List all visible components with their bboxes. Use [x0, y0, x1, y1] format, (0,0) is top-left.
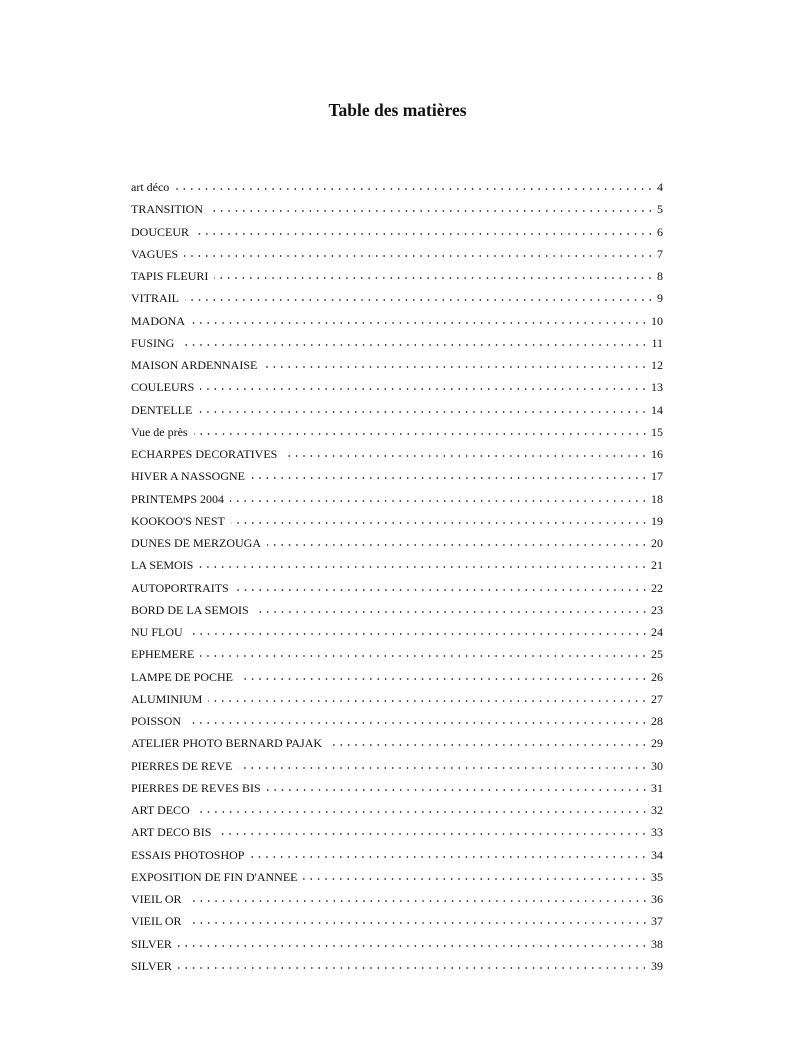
dot-leader	[187, 712, 648, 726]
toc-entry[interactable]	[131, 711, 663, 733]
toc-entry[interactable]	[131, 199, 663, 221]
dot-leader	[178, 935, 648, 949]
toc-entry-label: VAGUES	[131, 246, 179, 261]
toc-entry[interactable]	[131, 444, 663, 466]
toc-entry-page-number: 28	[651, 714, 663, 728]
toc-entry[interactable]	[131, 244, 663, 266]
toc-entry-label: ALUMINIUM	[131, 691, 203, 706]
toc-entry[interactable]	[131, 400, 663, 422]
toc-entry-label: FUSING	[131, 335, 175, 350]
toc-entry[interactable]	[131, 800, 663, 822]
toc-entry-page-number: 35	[651, 869, 663, 884]
dot-leader	[188, 912, 648, 926]
toc-entry[interactable]	[131, 422, 663, 444]
dot-leader	[214, 267, 654, 281]
toc-entry-page-number: 36	[651, 892, 663, 906]
toc-entry-label: MADONA	[131, 313, 185, 328]
dot-leader	[251, 467, 648, 481]
toc-entry[interactable]	[131, 911, 663, 933]
toc-entry-label: art déco	[131, 180, 170, 194]
toc-entry-page-number: 9	[657, 291, 663, 306]
toc-entry[interactable]	[131, 667, 663, 689]
toc-entry-page-number: 34	[651, 847, 663, 862]
toc-entry-page-number: 24	[651, 625, 663, 639]
toc-entry-page-number: 39	[651, 958, 663, 973]
toc-entry[interactable]	[131, 511, 663, 533]
dot-leader	[180, 334, 648, 348]
toc-entry-label: MAISON ARDENNAISE	[131, 358, 258, 372]
toc-entry-page-number: 5	[657, 202, 663, 217]
toc-entry[interactable]	[131, 956, 663, 978]
toc-entry-label: EPHEMERE	[131, 647, 195, 662]
toc-entry-label: ESSAIS PHOTOSHOP	[131, 847, 245, 862]
toc-entry-label: PRINTEMPS 2004	[131, 491, 225, 506]
toc-entry-label: ECHARPES DECORATIVES	[131, 447, 278, 461]
dot-leader	[235, 579, 648, 593]
toc-entry-page-number: 37	[651, 914, 663, 929]
dot-leader	[184, 245, 654, 259]
toc-entry-page-number: 19	[651, 513, 663, 528]
dot-leader	[328, 734, 648, 748]
toc-entry[interactable]	[131, 733, 663, 755]
toc-entry[interactable]	[131, 622, 663, 644]
toc-entry[interactable]	[131, 266, 663, 288]
toc-entry-label: EXPOSITION DE FIN D'ANNEE	[131, 869, 298, 884]
dot-leader	[200, 378, 648, 392]
toc-entry-page-number: 15	[651, 424, 663, 439]
dot-leader	[239, 668, 648, 682]
dot-leader	[231, 512, 648, 526]
toc-entry[interactable]	[131, 355, 663, 377]
toc-entry-page-number: 33	[651, 825, 663, 840]
toc-entry-page-number: 25	[651, 647, 663, 662]
dot-leader	[238, 757, 648, 771]
toc-entry[interactable]	[131, 644, 663, 666]
toc-entry[interactable]	[131, 288, 663, 310]
dot-leader	[217, 823, 648, 837]
toc-entry[interactable]	[131, 533, 663, 555]
toc-entry[interactable]	[131, 489, 663, 511]
toc-entry-page-number: 18	[651, 491, 663, 506]
toc-entry-label: ART DECO	[131, 803, 190, 817]
toc-entry-page-number: 30	[651, 758, 663, 773]
toc-entry-label: AUTOPORTRAITS	[131, 580, 229, 595]
toc-entry-page-number: 21	[651, 558, 663, 573]
dot-leader	[267, 779, 648, 793]
toc-entry[interactable]	[131, 845, 663, 867]
toc-entry[interactable]	[131, 555, 663, 577]
toc-entry-label: Vue de près	[131, 424, 188, 439]
dot-leader	[198, 401, 648, 415]
toc-entry-page-number: 26	[651, 669, 663, 684]
toc-entry-page-number: 38	[651, 936, 663, 951]
toc-entry[interactable]	[131, 578, 663, 600]
dot-leader	[200, 645, 648, 659]
toc-entry[interactable]	[131, 466, 663, 488]
toc-entry[interactable]	[131, 778, 663, 800]
toc-entry[interactable]	[131, 689, 663, 711]
toc-entry[interactable]	[131, 600, 663, 622]
toc-entry-label: DOUCEUR	[131, 224, 190, 239]
dot-leader	[188, 890, 648, 904]
dot-leader	[250, 846, 648, 860]
toc-entry-page-number: 6	[657, 224, 663, 239]
toc-entry-page-number: 7	[657, 246, 663, 261]
toc-entry[interactable]	[131, 822, 663, 844]
toc-entry-page-number: 12	[651, 358, 663, 372]
toc-entry-label: KOOKOO'S NEST	[131, 513, 225, 528]
toc-entry-label: HIVER A NASSOGNE	[131, 469, 246, 484]
dot-leader	[189, 623, 648, 637]
toc-entry-page-number: 23	[651, 602, 663, 617]
toc-entry-page-number: 20	[651, 536, 663, 550]
toc-entry[interactable]	[131, 177, 663, 199]
toc-entry-label: TAPIS FLEURI	[131, 269, 209, 283]
toc-entry-label: SILVER	[131, 958, 172, 973]
toc-entry-label: VITRAIL	[131, 291, 179, 306]
toc-entry-label: DUNES DE MERZOUGA	[131, 536, 261, 550]
table-of-contents	[131, 177, 663, 978]
toc-entry-label: COULEURS	[131, 380, 195, 395]
dot-leader	[267, 534, 648, 548]
toc-entry-label: TRANSITION	[131, 202, 203, 217]
toc-entry-label: BORD DE LA SEMOIS	[131, 602, 249, 617]
dot-leader	[255, 601, 648, 615]
toc-entry[interactable]	[131, 311, 663, 333]
toc-entry-label: DENTELLE	[131, 402, 193, 417]
dot-leader	[303, 868, 648, 882]
dot-leader	[191, 312, 648, 326]
toc-entry-page-number: 13	[651, 380, 663, 395]
toc-entry-page-number: 10	[651, 313, 663, 328]
toc-entry-page-number: 17	[651, 469, 663, 484]
toc-entry-label: NU FLOU	[131, 625, 183, 639]
toc-entry-label: PIERRES DE REVES BIS	[131, 780, 261, 795]
dot-leader	[283, 445, 648, 459]
toc-entry-page-number: 32	[651, 803, 663, 817]
dot-leader	[185, 289, 654, 303]
toc-entry-page-number: 31	[651, 780, 663, 795]
toc-entry-label: VIEIL OR	[131, 914, 182, 929]
toc-entry[interactable]	[131, 377, 663, 399]
toc-entry[interactable]	[131, 867, 663, 889]
toc-entry-label: SILVER	[131, 936, 172, 951]
dot-leader	[263, 356, 648, 370]
toc-entry-page-number: 27	[651, 691, 663, 706]
toc-entry[interactable]	[131, 889, 663, 911]
toc-entry-label: ART DECO BIS	[131, 825, 212, 840]
dot-leader	[199, 556, 648, 570]
toc-entry[interactable]	[131, 222, 663, 244]
toc-entry-page-number: 8	[657, 269, 663, 283]
toc-entry-label: LA SEMOIS	[131, 558, 194, 573]
dot-leader	[194, 423, 648, 437]
dot-leader	[208, 690, 648, 704]
toc-entry-label: POISSON	[131, 714, 182, 728]
toc-entry-page-number: 29	[651, 736, 663, 751]
toc-entry-label: ATELIER PHOTO BERNARD PAJAK	[131, 736, 323, 751]
toc-entry-label: LAMPE DE POCHE	[131, 669, 234, 684]
dot-leader	[230, 490, 648, 504]
dot-leader	[196, 801, 648, 815]
toc-entry[interactable]	[131, 934, 663, 956]
toc-entry[interactable]	[131, 333, 663, 355]
toc-entry-label: VIEIL OR	[131, 892, 182, 906]
toc-entry-page-number: 14	[651, 402, 663, 417]
toc-entry-label: PIERRES DE REVE	[131, 758, 233, 773]
page-title: Table des matières	[328, 100, 467, 120]
toc-entry[interactable]	[131, 756, 663, 778]
dot-leader	[178, 957, 648, 971]
toc-entry-page-number: 16	[651, 447, 663, 461]
dot-leader	[175, 178, 654, 192]
dot-leader	[195, 223, 654, 237]
dot-leader	[209, 200, 654, 214]
toc-entry-page-number: 22	[651, 580, 663, 595]
toc-entry-page-number: 11	[651, 335, 663, 350]
toc-entry-page-number: 4	[657, 180, 663, 194]
